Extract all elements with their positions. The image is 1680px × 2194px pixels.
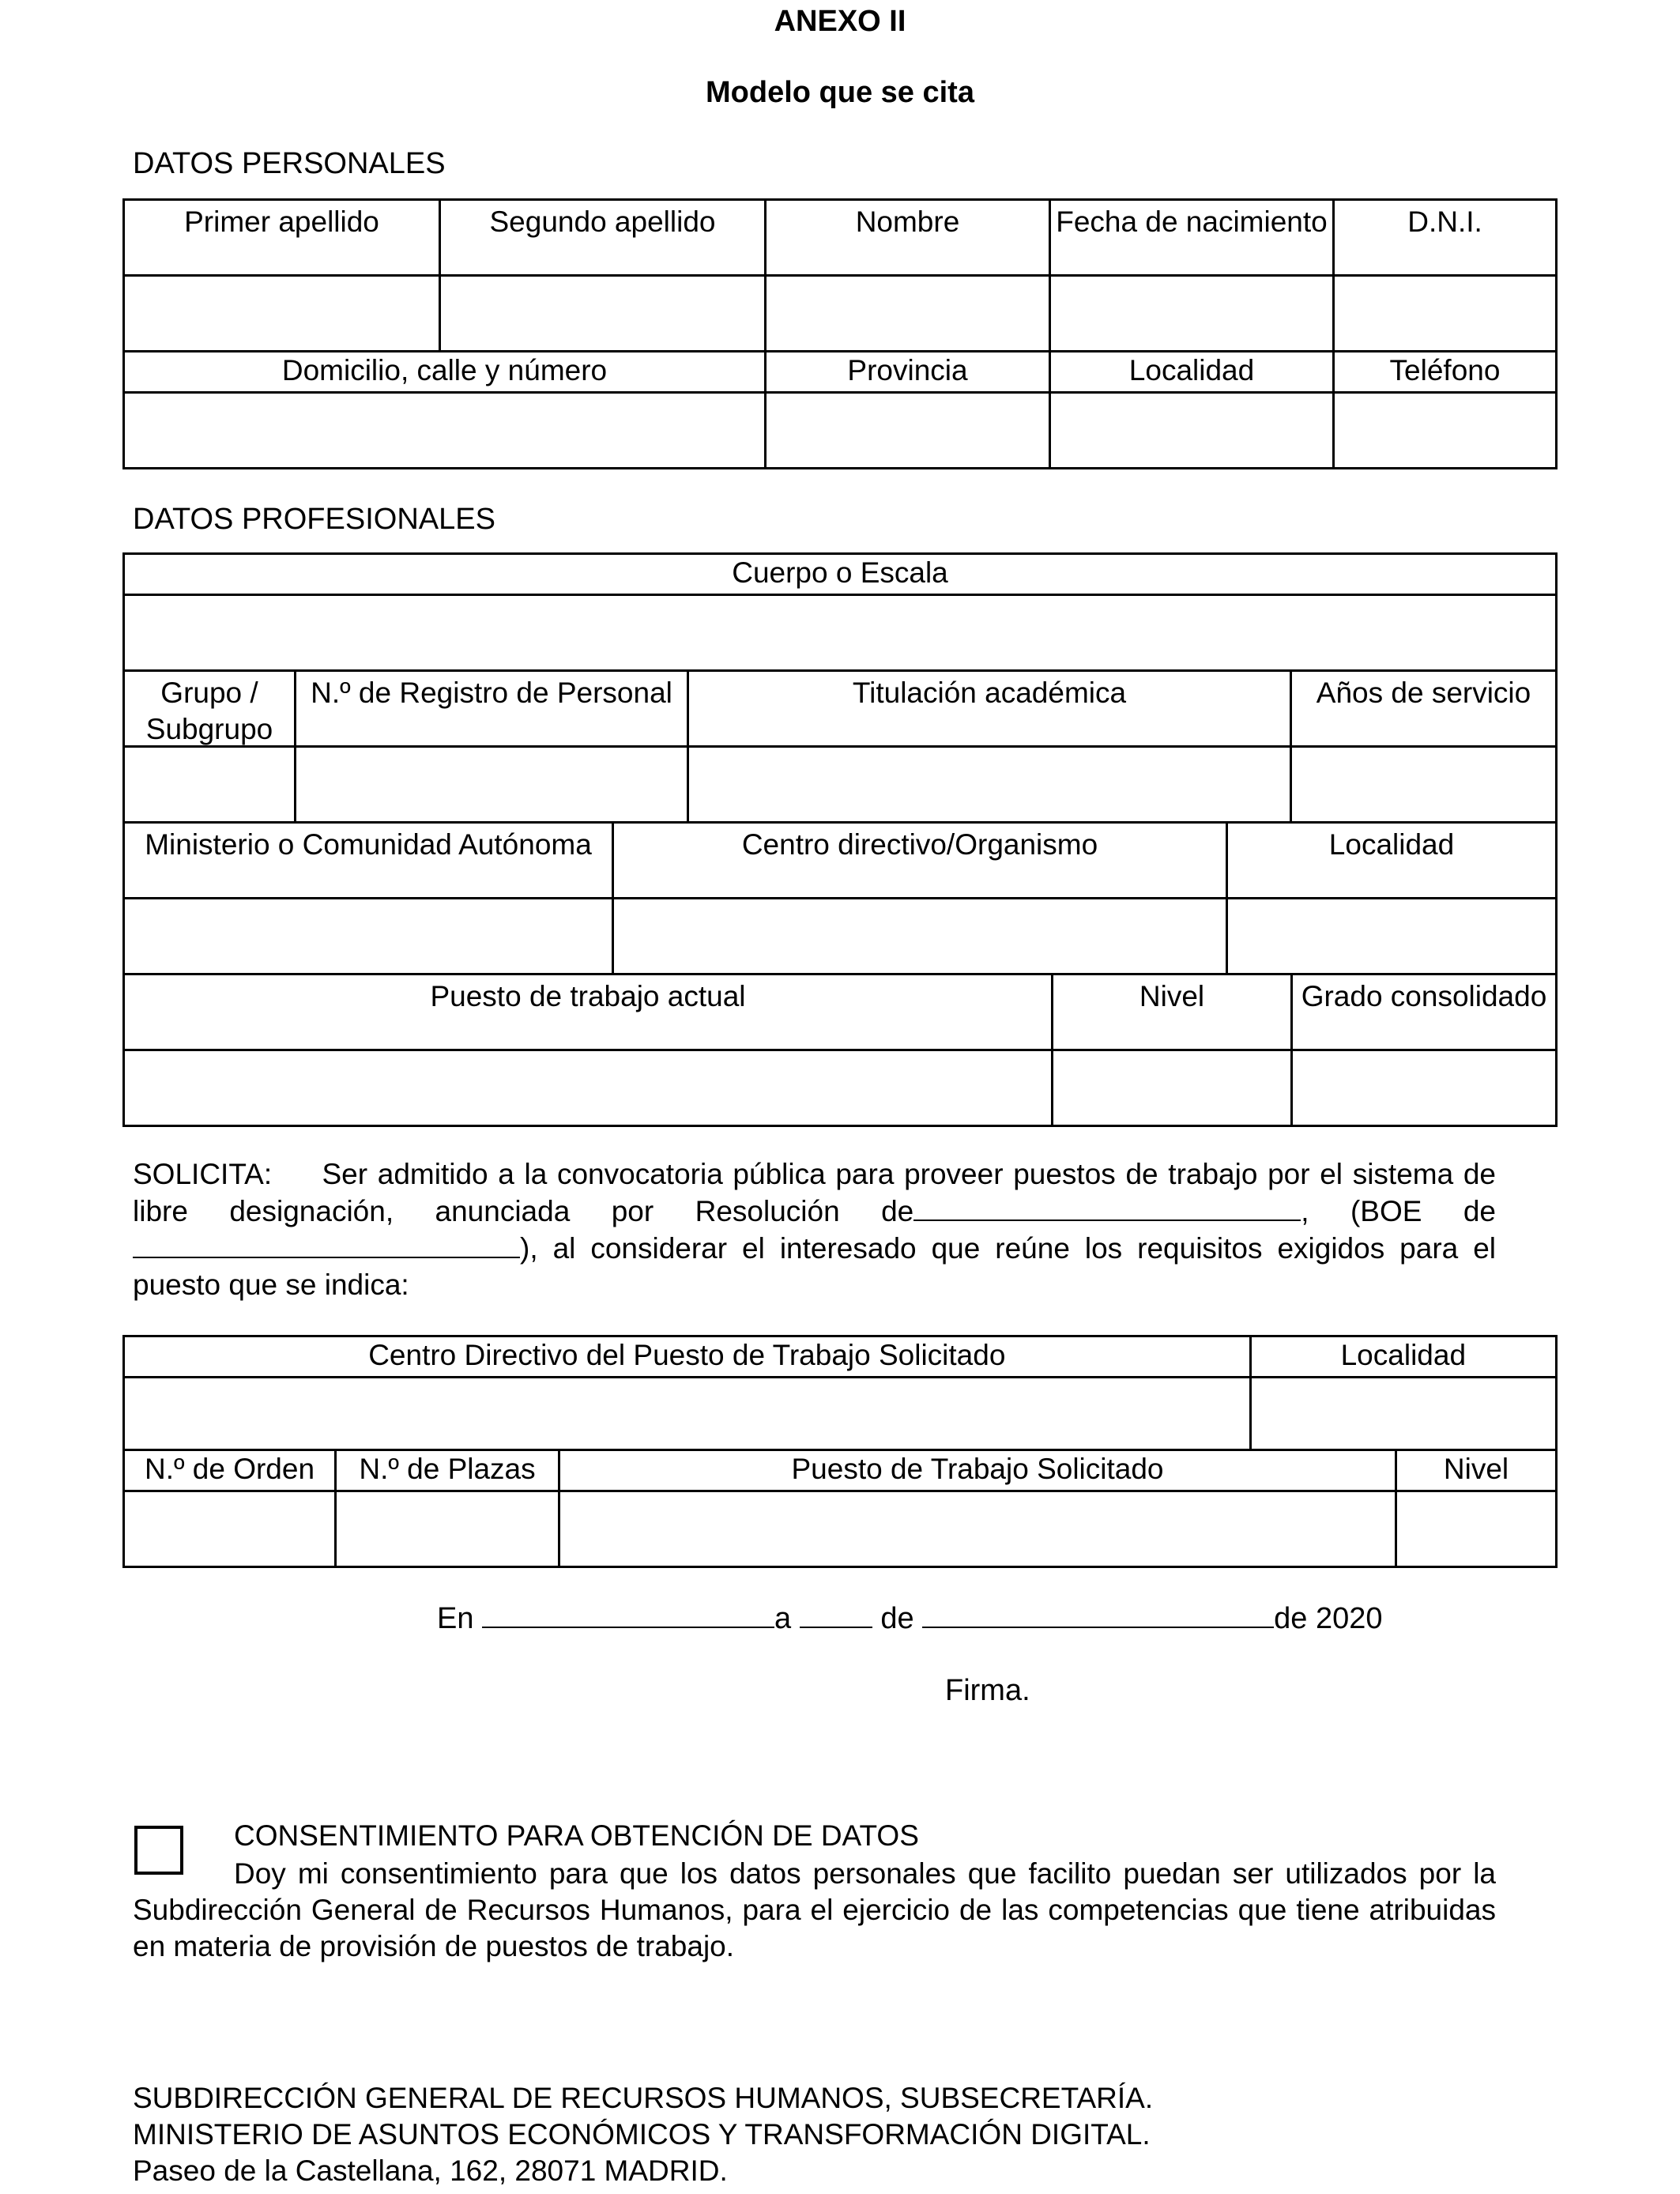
day-blank[interactable] xyxy=(800,1600,872,1628)
consent-title: CONSENTIMIENTO PARA OBTENCIÓN DE DATOS xyxy=(234,1819,919,1852)
header-body-scale: Cuerpo o Escala xyxy=(122,552,1558,596)
field-body-scale[interactable] xyxy=(122,594,1558,672)
a-label: a xyxy=(774,1602,792,1635)
header-address: Domicilio, calle y número xyxy=(122,350,767,394)
header-phone: Teléfono xyxy=(1332,350,1558,394)
header-second-surname: Segundo apellido xyxy=(439,198,767,277)
field-order-number[interactable] xyxy=(122,1490,337,1568)
header-places-number: N.º de Plazas xyxy=(334,1449,560,1492)
field-requested-post[interactable] xyxy=(558,1490,1397,1568)
signature-label: Firma. xyxy=(945,1674,1030,1707)
field-registry-number[interactable] xyxy=(294,745,689,824)
field-requested-level[interactable] xyxy=(1395,1490,1558,1568)
header-name: Nombre xyxy=(764,198,1051,277)
request-text-3: ), al considerar el interesado que reúne los requisitos exigidos para el puesto que se indica: xyxy=(133,1232,1496,1301)
header-birth-date: Fecha de nacimiento xyxy=(1049,198,1335,277)
professional-data-table xyxy=(122,555,1558,1127)
header-consolidated-grade: Grado consolidado xyxy=(1290,973,1558,1051)
field-first-surname[interactable] xyxy=(122,274,441,352)
header-registry-number: N.º de Registro de Personal xyxy=(294,669,689,748)
header-years-service: Años de servicio xyxy=(1290,669,1558,748)
field-birth-date[interactable] xyxy=(1049,274,1335,352)
header-academic-degree: Titulación académica xyxy=(687,669,1292,748)
en-label: En xyxy=(437,1602,474,1635)
header-ministry: Ministerio o Comunidad Autónoma xyxy=(122,821,614,899)
footer-line-3: Paseo de la Castellana, 162, 28071 MADRID. xyxy=(133,2154,728,2187)
professional-data-heading: DATOS PROFESIONALES xyxy=(133,503,495,536)
field-second-surname[interactable] xyxy=(439,274,767,352)
header-requested-locality: Localidad xyxy=(1249,1335,1558,1378)
place-date-line xyxy=(437,1600,1383,1636)
field-dni[interactable] xyxy=(1332,274,1558,352)
resolution-blank[interactable] xyxy=(913,1193,1301,1221)
field-address[interactable] xyxy=(122,391,767,469)
header-locality: Localidad xyxy=(1049,350,1335,394)
personal-data-heading: DATOS PERSONALES xyxy=(133,147,446,180)
field-group[interactable] xyxy=(122,745,296,824)
request-text-2: , (BOE de xyxy=(1301,1195,1496,1227)
de-label: de xyxy=(880,1602,914,1635)
field-current-post[interactable] xyxy=(122,1049,1053,1127)
field-phone[interactable] xyxy=(1332,391,1558,469)
footer-line-1: SUBDIRECCIÓN GENERAL DE RECURSOS HUMANOS, SUBSECRETARÍA. xyxy=(133,2082,1154,2114)
field-province[interactable] xyxy=(764,391,1051,469)
field-directorate[interactable] xyxy=(612,897,1228,975)
boe-blank[interactable] xyxy=(133,1230,520,1258)
header-locality-prof: Localidad xyxy=(1226,821,1558,899)
field-places-number[interactable] xyxy=(334,1490,560,1568)
header-directorate: Centro directivo/Organismo xyxy=(612,821,1228,899)
header-level: Nivel xyxy=(1051,973,1293,1051)
consent-text: Doy mi consentimiento para que los datos personales que facilito puedan ser utilizados por la Subdirección General de Recursos Humanos, para el ejercicio de las competencias que tiene atribuidas en materia de provisión de puestos de trabajo. xyxy=(133,1857,1496,1962)
field-locality-prof[interactable] xyxy=(1226,897,1558,975)
field-consolidated-grade[interactable] xyxy=(1290,1049,1558,1127)
header-dni: D.N.I. xyxy=(1332,198,1558,277)
request-label: SOLICITA: xyxy=(133,1158,273,1190)
field-ministry[interactable] xyxy=(122,897,614,975)
field-requested-locality[interactable] xyxy=(1249,1376,1558,1451)
field-academic-degree[interactable] xyxy=(687,745,1292,824)
annex-title: ANEXO II xyxy=(774,5,906,38)
requested-post-table xyxy=(122,1337,1558,1568)
header-requested-post: Puesto de Trabajo Solicitado xyxy=(558,1449,1397,1492)
request-text-1: Ser admitido a la convocatoria pública para proveer puestos de trabajo por el sistema de libre designación, anunciada por Resolución de xyxy=(133,1158,1496,1227)
footer-line-2: MINISTERIO DE ASUNTOS ECONÓMICOS Y TRANSFORMACIÓN DIGITAL. xyxy=(133,2118,1151,2151)
header-first-surname: Primer apellido xyxy=(122,198,441,277)
request-paragraph xyxy=(133,1156,1496,1303)
month-blank[interactable] xyxy=(922,1600,1274,1628)
header-order-number: N.º de Orden xyxy=(122,1449,337,1492)
year-label: de 2020 xyxy=(1274,1602,1383,1635)
field-years-service[interactable] xyxy=(1290,745,1558,824)
document-subtitle: Modelo que se cita xyxy=(706,76,974,109)
header-current-post: Puesto de trabajo actual xyxy=(122,973,1053,1051)
header-requested-center: Centro Directivo del Puesto de Trabajo Solicitado xyxy=(122,1335,1252,1378)
header-province: Provincia xyxy=(764,350,1051,394)
header-group: Grupo / Subgrupo xyxy=(122,669,296,748)
field-level[interactable] xyxy=(1051,1049,1293,1127)
place-blank[interactable] xyxy=(482,1600,774,1628)
field-requested-center[interactable] xyxy=(122,1376,1252,1451)
header-requested-level: Nivel xyxy=(1395,1449,1558,1492)
personal-data-table xyxy=(122,201,1558,469)
field-name[interactable] xyxy=(764,274,1051,352)
field-locality[interactable] xyxy=(1049,391,1335,469)
